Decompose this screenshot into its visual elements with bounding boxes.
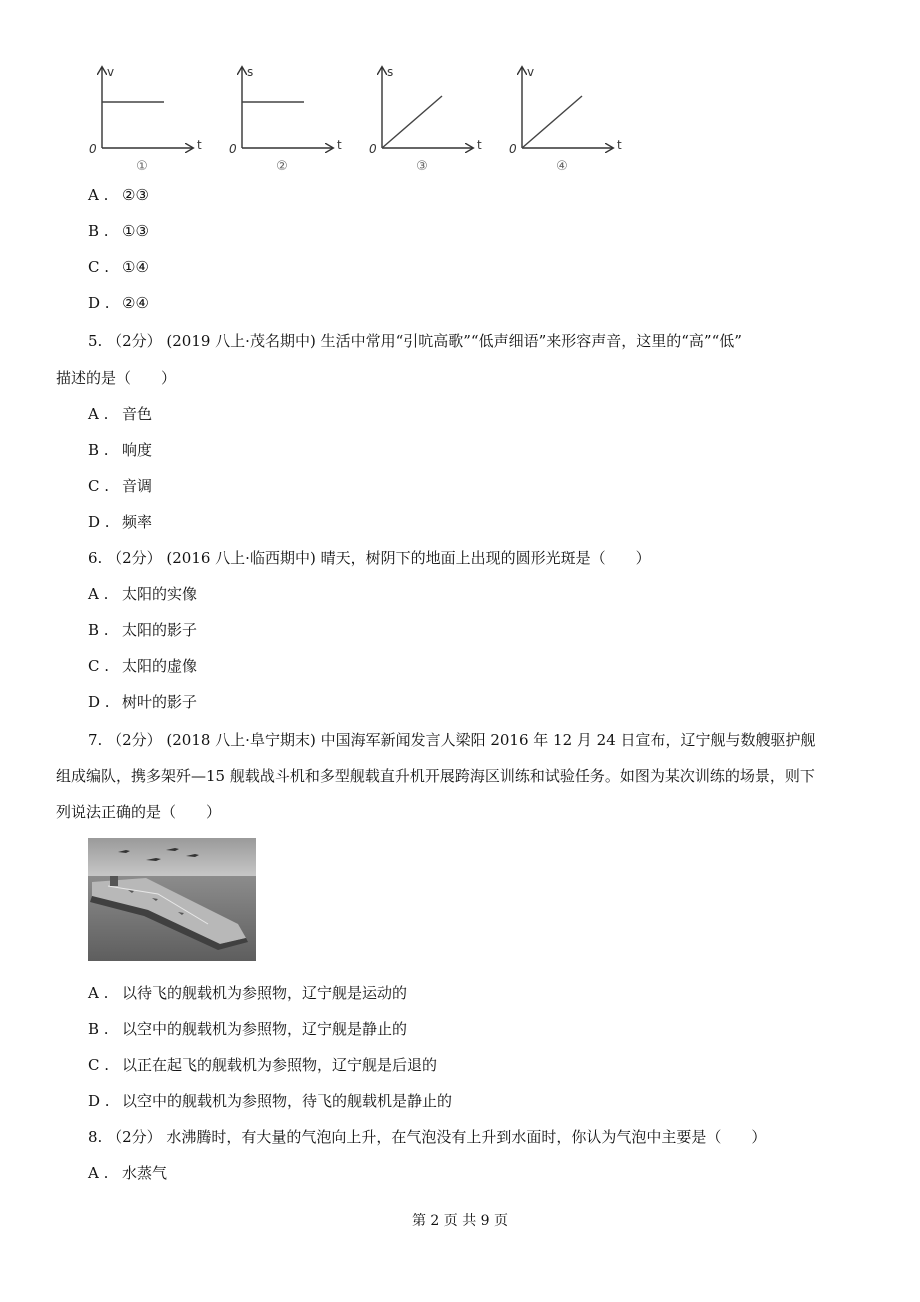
option-text: 以空中的舰载机为参照物，待飞的舰载机是静止的 (122, 1092, 453, 1110)
option-label: C . (88, 258, 110, 276)
aircraft-carrier-image (88, 838, 256, 961)
motion-graphs-svg (86, 60, 646, 178)
graph-tag: ② (276, 159, 288, 174)
q7-stem-line1: 7. （2分） (2018 八上·阜宁期末) 中国海军新闻发言人梁阳 2016 年 12 月 24 日宣布，辽宁舰与数艘驱护舰 (88, 731, 816, 749)
q7-option-b[interactable] (88, 1018, 407, 1039)
option-text: 响度 (122, 441, 153, 459)
option-label: B . (88, 441, 109, 459)
option-label: A . (88, 585, 109, 603)
q8-option-a[interactable] (88, 1162, 167, 1183)
option-label: B . (88, 222, 109, 240)
option-text: ②③ (122, 186, 149, 204)
q7-option-d[interactable] (88, 1090, 452, 1111)
q6-stem-line1: 6. （2分） (2016 八上·临西期中) 晴天，树阴下的地面上出现的圆形光斑是（ ） (88, 549, 651, 567)
x-axis-label: t (337, 138, 342, 152)
x-axis-label: t (617, 138, 622, 152)
graph-tag: ① (136, 159, 148, 174)
option-text: 太阳的虚像 (122, 657, 198, 675)
q7-option-a[interactable] (88, 982, 407, 1003)
option-label: C . (88, 657, 110, 675)
option-label: D . (88, 294, 110, 312)
option-label: A . (88, 186, 109, 204)
q5-option-c[interactable] (88, 475, 152, 496)
q4-option-c[interactable] (88, 258, 149, 276)
aircraft-carrier-photo (88, 838, 256, 961)
option-label: A . (88, 984, 109, 1002)
q4-option-d[interactable] (88, 294, 149, 312)
graph-1 (89, 65, 202, 174)
graph-3 (369, 65, 482, 174)
y-axis-label: s (387, 65, 394, 79)
origin-label: 0 (229, 142, 237, 156)
option-label: D . (88, 1092, 110, 1110)
q6-option-c[interactable] (88, 655, 197, 676)
option-text: 以待飞的舰载机为参照物，辽宁舰是运动的 (122, 984, 408, 1002)
option-text: 以空中的舰载机为参照物，辽宁舰是静止的 (122, 1020, 408, 1038)
q5-option-b[interactable] (88, 439, 152, 460)
q6-option-b[interactable] (88, 619, 197, 640)
option-text: 频率 (122, 513, 153, 531)
y-axis-label: s (247, 65, 254, 79)
option-text: ①③ (122, 222, 149, 240)
option-text: ①④ (122, 258, 149, 276)
option-label: A . (88, 405, 109, 423)
option-label: D . (88, 513, 110, 531)
option-text: 音调 (122, 477, 153, 495)
q5-option-d[interactable] (88, 511, 152, 532)
motion-graphs (86, 60, 646, 178)
q7-option-c[interactable] (88, 1054, 437, 1075)
page-footer: 第 2 页 共 9 页 (411, 1213, 509, 1229)
q8-stem-line1: 8. （2分） 水沸腾时，有大量的气泡向上升，在气泡没有上升到水面时，你认为气泡中主要是（ ） (88, 1128, 767, 1146)
graph-curve (382, 96, 442, 148)
origin-label: 0 (369, 142, 377, 156)
option-label: B . (88, 621, 109, 639)
q5-option-a[interactable] (88, 403, 152, 424)
graph-4 (509, 65, 622, 174)
q4-option-b[interactable] (88, 222, 149, 240)
option-text: 音色 (122, 405, 153, 423)
option-text: 太阳的实像 (122, 585, 198, 603)
option-label: A . (88, 1164, 109, 1182)
graph-2 (229, 65, 342, 174)
x-axis-label: t (197, 138, 202, 152)
origin-label: 0 (89, 142, 97, 156)
option-label: B . (88, 1020, 109, 1038)
x-axis-label: t (477, 138, 482, 152)
option-text: 太阳的影子 (122, 621, 198, 639)
option-text: 水蒸气 (122, 1164, 168, 1182)
y-axis-label: v (107, 65, 115, 79)
option-label: C . (88, 477, 110, 495)
q7-stem-line3: 列说法正确的是（ ） (56, 803, 222, 821)
option-label: D . (88, 693, 110, 711)
q4-option-a[interactable] (88, 186, 149, 204)
q5-stem-line2: 描述的是（ ） (56, 369, 177, 387)
y-axis-label: v (527, 65, 535, 79)
option-text: 树叶的影子 (122, 693, 198, 711)
q6-option-d[interactable] (88, 691, 197, 712)
graph-curve (522, 96, 582, 148)
origin-label: 0 (509, 142, 517, 156)
option-text: ②④ (122, 294, 149, 312)
graph-tag: ④ (556, 159, 568, 174)
q7-stem-line2: 组成编队，携多架歼—15 舰载战斗机和多型舰载直升机开展跨海区训练和试验任务。如图为某次训练的场景，则下 (56, 767, 815, 785)
q6-option-a[interactable] (88, 583, 197, 604)
graph-tag: ③ (416, 159, 428, 174)
option-text: 以正在起飞的舰载机为参照物，辽宁舰是后退的 (122, 1056, 438, 1074)
option-label: C . (88, 1056, 110, 1074)
q5-stem-line1: 5. （2分） (2019 八上·茂名期中) 生活中常用“引吭高歌”“低声细语”来形容声音，这里的“高”“低” (88, 332, 742, 350)
